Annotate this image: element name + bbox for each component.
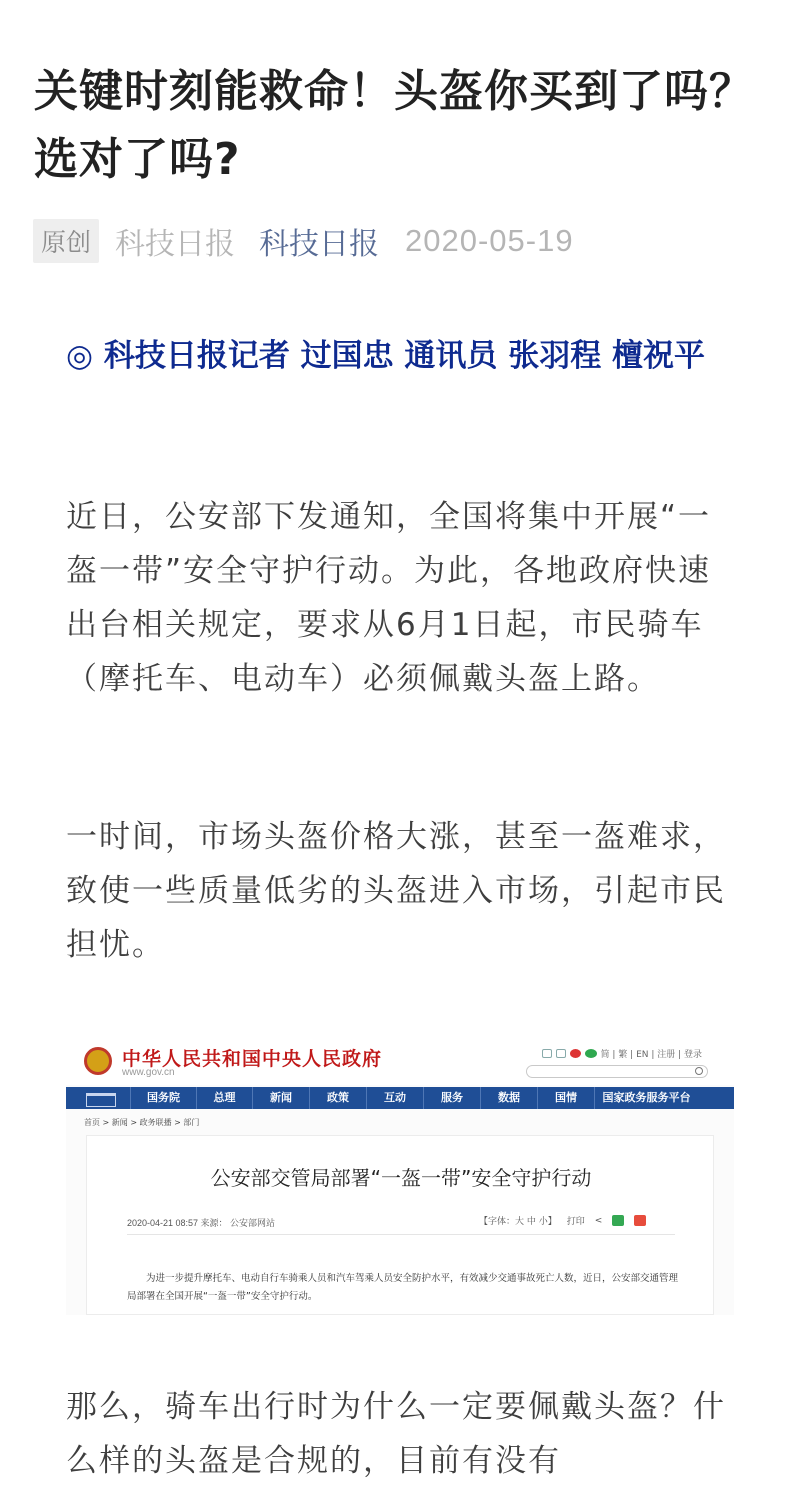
- source-name: 科技日报: [115, 227, 236, 262]
- wechat-icon: [585, 1049, 597, 1058]
- gov-nav-item: 新闻: [252, 1087, 309, 1109]
- gov-home-icon: [66, 1087, 130, 1109]
- gov-nav-item: 国务院: [130, 1087, 196, 1109]
- weibo-icon: [570, 1049, 581, 1058]
- article-title: 关键时刻能救命！头盔你买到了吗？选对了吗?: [34, 66, 754, 185]
- paragraph-2: 一时间，市场头盔价格大涨，甚至一盔难求，致使一些质量低劣的头盔进入市场，引起市民担忧。: [66, 819, 726, 963]
- gov-nav-bar: [66, 1087, 734, 1109]
- mail-icon: [542, 1049, 552, 1058]
- gov-nav-item: 总理: [196, 1087, 252, 1109]
- gov-search-box: [526, 1065, 708, 1078]
- paragraph-1: 近日，公安部下发通知，全国将集中开展“一盔一带”安全守护行动。为此，各地政府快速出台相关规定，要求从6月1日起，市民骑车（摩托车、电动车）必须佩戴头盔上路。: [66, 499, 712, 697]
- gov-article-headline: 公安部交管局部署“一盔一带”安全守护行动: [210, 1166, 592, 1190]
- gov-header: [66, 1035, 734, 1085]
- publish-date: 2020-05-19: [405, 223, 574, 258]
- account-link[interactable]: 科技日报: [259, 227, 380, 262]
- gov-nav-item: 国情: [537, 1087, 594, 1109]
- gov-site-url: www.gov.cn: [122, 1067, 175, 1078]
- article-meta: [33, 219, 574, 263]
- gov-site-name: 中华人民共和国中央人民政府: [122, 1048, 383, 1070]
- gov-article-tools: [479, 1214, 646, 1227]
- paragraph-3: 那么，骑车出行时为什么一定要佩戴头盔？什么样的头盔是合规的，目前有没有: [66, 1389, 726, 1479]
- byline: ◎ 科技日报记者 过国忠 通讯员 张羽程 檀祝平: [66, 338, 706, 374]
- gov-nav-item: 数据: [480, 1087, 537, 1109]
- gov-tools: [542, 1047, 702, 1060]
- gov-article-card: [86, 1135, 714, 1315]
- gov-tools-links: 简 | 繁 | EN | 注册 | 登录: [600, 1050, 702, 1060]
- font-size-control: 【字体：大 中 小】: [479, 1217, 557, 1227]
- share-icon: <: [594, 1215, 603, 1226]
- gov-nav-item: 国家政务服务平台: [594, 1087, 698, 1109]
- divider: [127, 1234, 675, 1235]
- gov-nav-item: 互动: [366, 1087, 423, 1109]
- original-badge: 原创: [33, 219, 99, 263]
- national-emblem-icon: [84, 1047, 112, 1075]
- mobile-icon: [556, 1049, 566, 1058]
- search-icon: [695, 1067, 703, 1075]
- gov-article-body: 为进一步提升摩托车、电动自行车骑乘人员和汽车驾乘人员安全防护水平，有效减少交通事故死亡人数，近日，公安部交通管理局部署在全国开展“一盔一带”安全守护行动。: [127, 1273, 679, 1302]
- gov-breadcrumb: 首页 > 新闻 > 政务联播 > 部门: [84, 1118, 200, 1127]
- gov-nav-item: 政策: [309, 1087, 366, 1109]
- gov-nav-item: 服务: [423, 1087, 480, 1109]
- wechat-share-icon: [612, 1215, 624, 1226]
- embedded-screenshot[interactable]: [66, 1035, 734, 1315]
- gov-article-meta: 2020-04-21 08:57 来源： 公安部网站: [127, 1218, 276, 1228]
- weibo-share-icon: [634, 1215, 646, 1226]
- print-link: 打印: [566, 1217, 585, 1227]
